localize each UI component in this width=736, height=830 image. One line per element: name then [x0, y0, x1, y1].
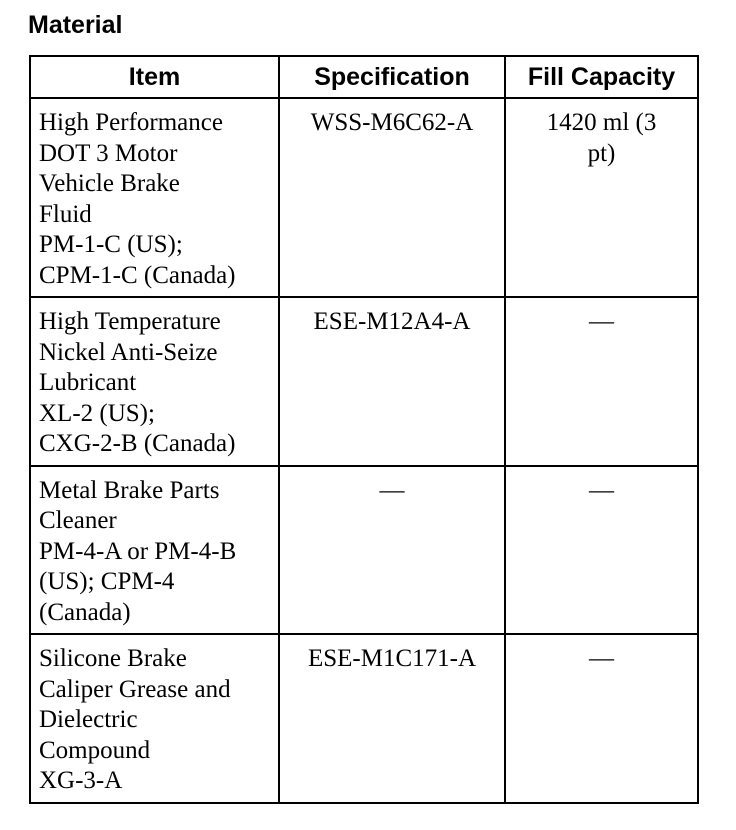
table-row	[30, 466, 698, 635]
item-cell	[30, 634, 279, 803]
column-header-item: Item	[30, 56, 279, 98]
item-line: CPM-1-C (Canada)	[39, 261, 236, 289]
item-line: Compound	[39, 736, 151, 764]
fill-line: pt)	[587, 139, 616, 167]
item-cell	[30, 466, 279, 635]
table-row	[30, 98, 698, 297]
item-line: Nickel Anti-Seize	[39, 338, 218, 366]
fill-capacity-cell	[505, 634, 698, 803]
fill-line: —	[589, 308, 614, 335]
item-line: Dielectric	[39, 706, 138, 733]
item-line: PM-4-A or PM-4-B	[39, 537, 237, 565]
specification-cell: ESE-M1C171-A	[279, 634, 505, 803]
item-line: CXG-2-B (Canada)	[39, 430, 236, 457]
fill-capacity-cell	[505, 98, 698, 297]
item-line: Cleaner	[39, 507, 117, 534]
item-line: XG-3-A	[39, 767, 123, 794]
fill-line: —	[589, 476, 614, 504]
item-line: XL-2 (US);	[39, 399, 155, 427]
fill-capacity-cell	[505, 297, 698, 466]
material-table	[29, 55, 699, 804]
item-line: (US); CPM-4	[39, 568, 175, 595]
fill-line: 1420 ml (3	[546, 109, 657, 136]
item-line: Silicone Brake	[39, 645, 187, 672]
specification-cell: ESE-M12A4-A	[279, 297, 505, 466]
page-title: Material	[28, 11, 123, 39]
specification-cell: —	[279, 466, 505, 635]
column-header-fill-capacity: Fill Capacity	[505, 56, 698, 98]
item-line: High Temperature	[39, 308, 221, 335]
item-line: Lubricant	[39, 369, 137, 396]
item-cell	[30, 98, 279, 297]
fill-capacity-cell	[505, 466, 698, 635]
header-row	[30, 56, 698, 98]
item-line: Fluid	[39, 200, 92, 228]
fill-line: —	[589, 645, 614, 672]
specification-cell: WSS-M6C62-A	[279, 98, 505, 297]
table-row	[30, 634, 698, 803]
item-line: PM-1-C (US);	[39, 231, 183, 258]
item-line: Metal Brake Parts	[39, 476, 220, 504]
item-line: DOT 3 Motor	[39, 139, 178, 167]
item-line: (Canada)	[39, 598, 131, 626]
item-cell	[30, 297, 279, 466]
item-line: High Performance	[39, 109, 223, 136]
column-header-specification: Specification	[279, 56, 505, 98]
item-line: Caliper Grease and	[39, 675, 231, 703]
item-line: Vehicle Brake	[39, 170, 180, 197]
table-row	[30, 297, 698, 466]
